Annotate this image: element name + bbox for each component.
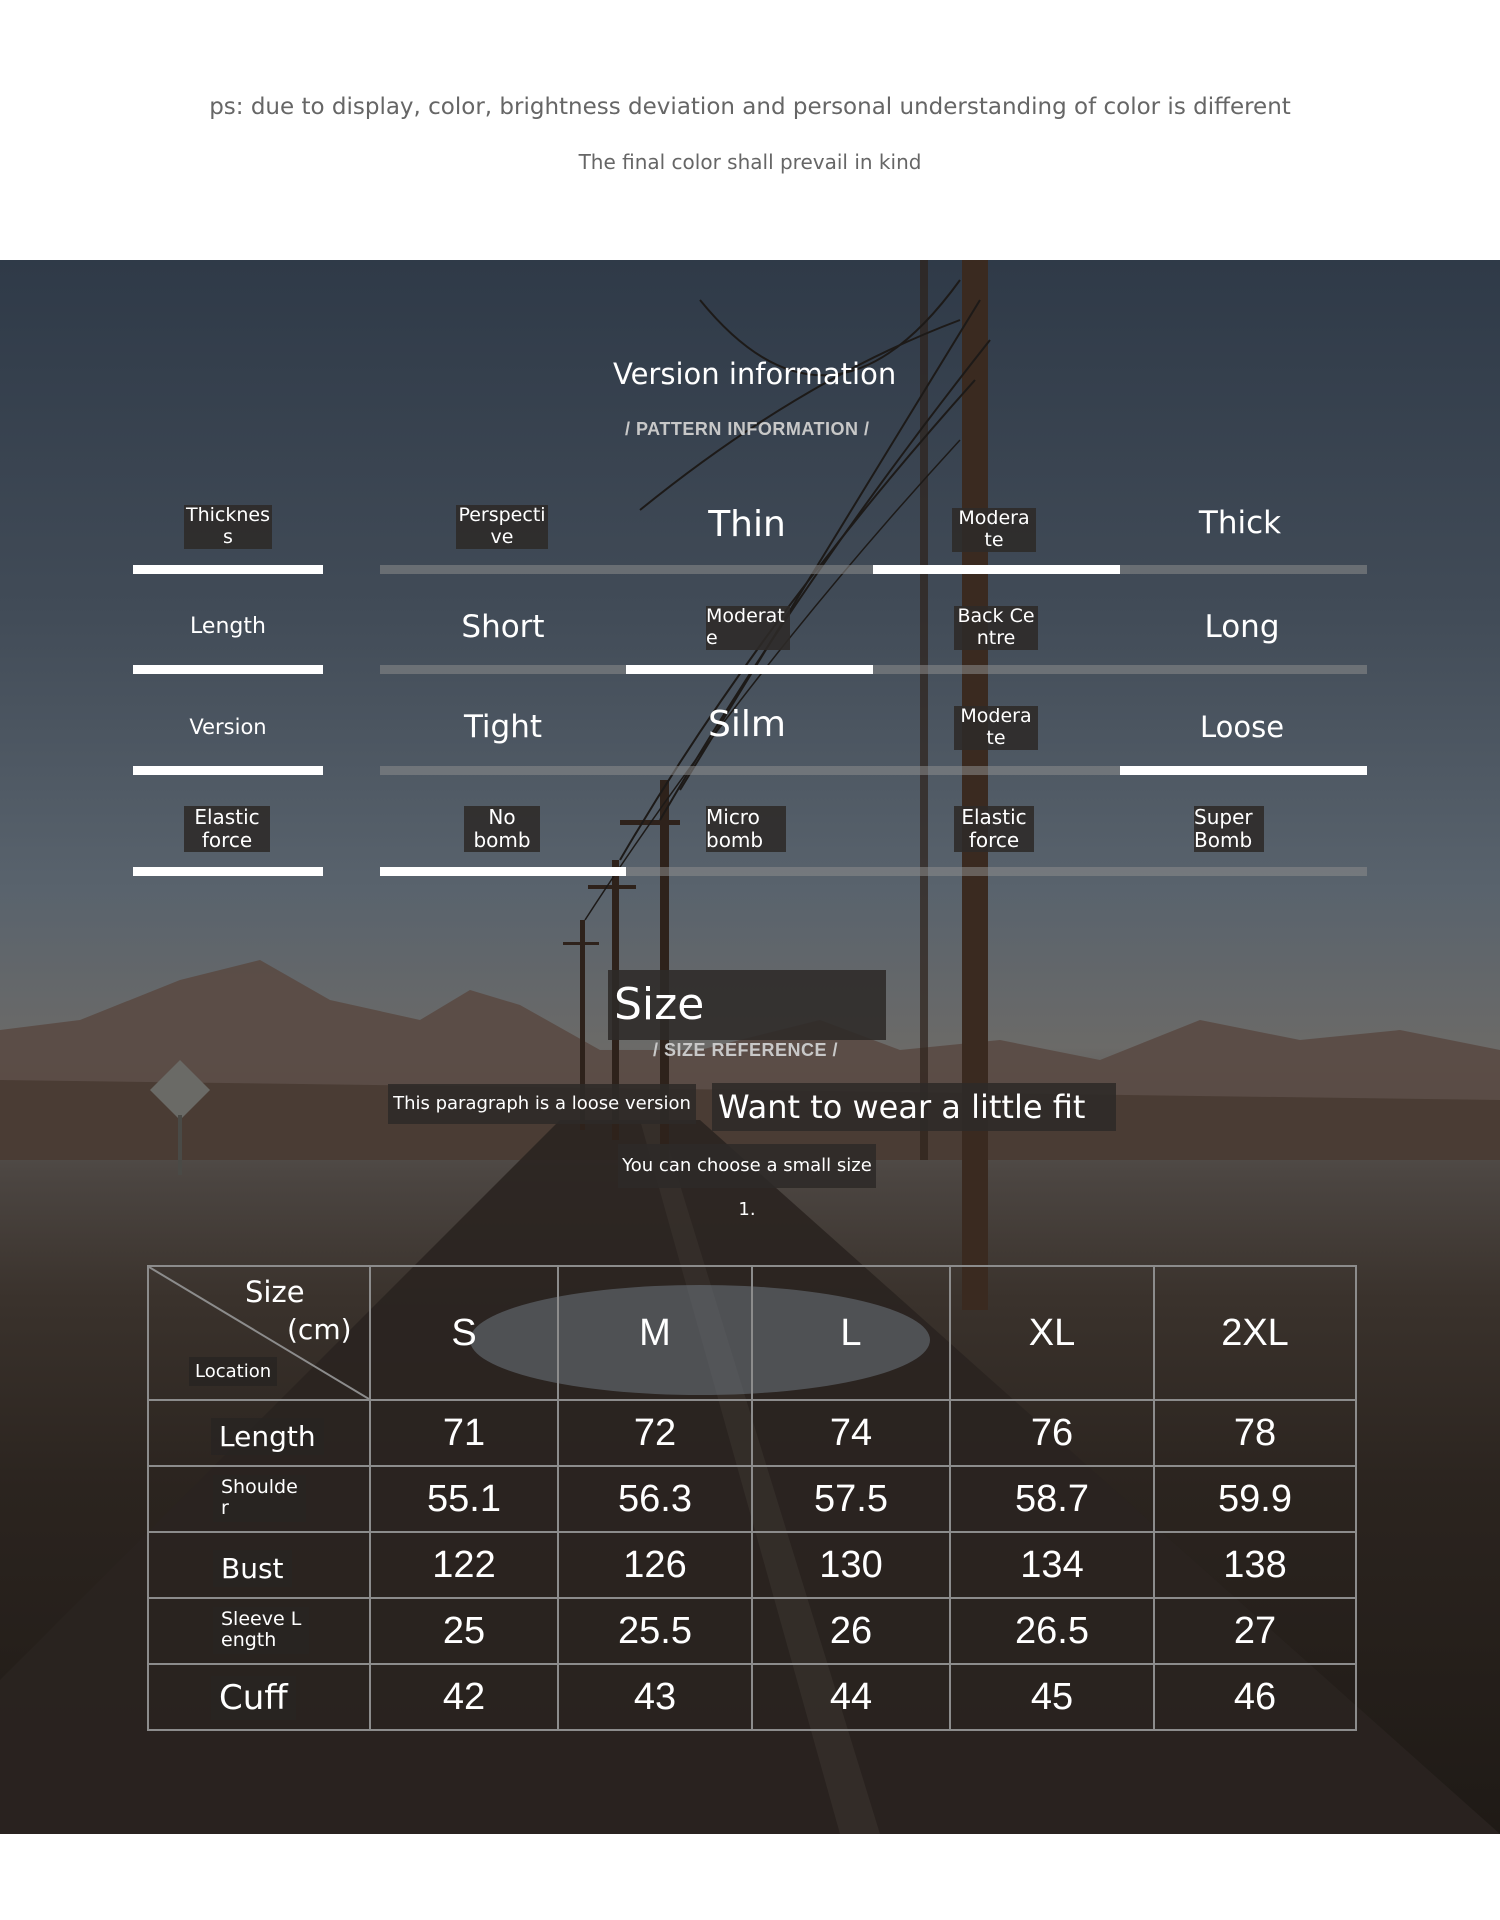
table-cell: 44 [752, 1664, 950, 1730]
size-col-l: L [752, 1266, 950, 1400]
length-label-underline [133, 665, 323, 674]
table-row [148, 1598, 1356, 1664]
elastic-option-elastic-force: Elastic force [954, 806, 1034, 852]
thickness-scale-marker [873, 565, 1120, 574]
size-chart-table [147, 1265, 1357, 1731]
table-cell: 26 [752, 1598, 950, 1664]
fit-note-choose-smaller: You can choose a small size 1. [618, 1144, 876, 1188]
size-corner-cell [148, 1266, 370, 1400]
version-label: Version [189, 715, 267, 739]
table-cell: 59.9 [1154, 1466, 1356, 1532]
table-row [148, 1532, 1356, 1598]
table-cell: 27 [1154, 1598, 1356, 1664]
table-cell: 43 [558, 1664, 752, 1730]
version-option-moderate: Modera te [954, 706, 1038, 750]
row-label-shoulder: Shoulde r [213, 1475, 306, 1523]
version-option-loose: Loose [1199, 710, 1285, 744]
pattern-subtitle: / PATTERN INFORMATION / [625, 419, 870, 439]
length-option-long: Long [1204, 609, 1280, 645]
table-cell: 74 [752, 1400, 950, 1466]
fit-note-want-fit: Want to wear a little fit [712, 1083, 1116, 1131]
table-row [148, 1400, 1356, 1466]
length-option-back-centre: Back Ce ntre [954, 606, 1038, 650]
thickness-option-thin: Thin [708, 504, 786, 545]
elastic-force-label-underline [133, 867, 323, 876]
corner-location-label: Location [189, 1357, 277, 1386]
table-cell: 76 [950, 1400, 1154, 1466]
fit-note-loose: This paragraph is a loose version [388, 1084, 696, 1124]
length-scale-marker [626, 665, 873, 674]
version-scale-marker [1120, 766, 1367, 775]
version-scale-track [380, 766, 1367, 775]
table-cell: 46 [1154, 1664, 1356, 1730]
table-cell: 25 [370, 1598, 558, 1664]
table-cell: 71 [370, 1400, 558, 1466]
row-label-cuff: Cuff [211, 1676, 296, 1720]
thickness-scale-track [380, 565, 1367, 574]
color-disclaimer-note: The final color shall prevail in kind [578, 150, 922, 174]
table-cell: 56.3 [558, 1466, 752, 1532]
thickness-option-moderate: Modera te [952, 508, 1036, 552]
table-cell: 26.5 [950, 1598, 1154, 1664]
pattern-title: Version information [613, 357, 897, 391]
corner-unit-label: (cm) [287, 1313, 352, 1346]
table-row [148, 1664, 1356, 1730]
table-cell: 42 [370, 1664, 558, 1730]
elastic-force-label: Elastic force [184, 806, 270, 852]
table-cell: 57.5 [752, 1466, 950, 1532]
length-scale-track [380, 665, 1367, 674]
table-cell: 134 [950, 1532, 1154, 1598]
version-label-underline [133, 766, 323, 775]
table-cell: 58.7 [950, 1466, 1154, 1532]
table-cell: 55.1 [370, 1466, 558, 1532]
length-option-short: Short [461, 609, 545, 645]
elastic-scale-marker [380, 867, 626, 876]
table-cell: 126 [558, 1532, 752, 1598]
elastic-option-micro-bomb: Micro bomb [706, 806, 786, 852]
row-label-bust: Bust [213, 1550, 292, 1587]
thickness-label-underline [133, 565, 323, 574]
thickness-option-thick: Thick [1198, 505, 1282, 541]
row-label-length: Length [211, 1418, 324, 1455]
length-option-moderate: Moderat e [706, 606, 790, 650]
size-col-2xl: 2XL [1154, 1266, 1356, 1400]
row-label-sleeve-length: Sleeve L ength [213, 1607, 309, 1655]
table-cell: 130 [752, 1532, 950, 1598]
length-label: Length [190, 614, 266, 639]
size-title: Size [608, 970, 886, 1040]
color-disclaimer: ps: due to display, color, brightness deviation and personal understanding of color is different [209, 94, 1291, 120]
thickness-option-perspective: Perspecti ve [456, 505, 548, 549]
table-cell: 45 [950, 1664, 1154, 1730]
elastic-option-super-bomb: Super Bomb [1194, 806, 1264, 852]
table-cell: 78 [1154, 1400, 1356, 1466]
size-header-row [148, 1266, 1356, 1400]
elastic-option-no-bomb: No bomb [464, 806, 540, 852]
size-col-s: S [370, 1266, 558, 1400]
size-subtitle: / SIZE REFERENCE / [653, 1040, 839, 1060]
table-cell: 72 [558, 1400, 752, 1466]
table-cell: 25.5 [558, 1598, 752, 1664]
version-option-tight: Tight [463, 709, 543, 745]
version-option-silm: Silm [708, 704, 786, 745]
table-cell: 138 [1154, 1532, 1356, 1598]
table-cell: 122 [370, 1532, 558, 1598]
table-row [148, 1466, 1356, 1532]
size-col-m: M [558, 1266, 752, 1400]
thickness-label: Thicknes s [185, 504, 270, 548]
hero-banner [0, 260, 1500, 1834]
corner-size-label: Size [245, 1275, 305, 1309]
size-col-xl: XL [950, 1266, 1154, 1400]
elastic-scale-track [380, 867, 1367, 876]
